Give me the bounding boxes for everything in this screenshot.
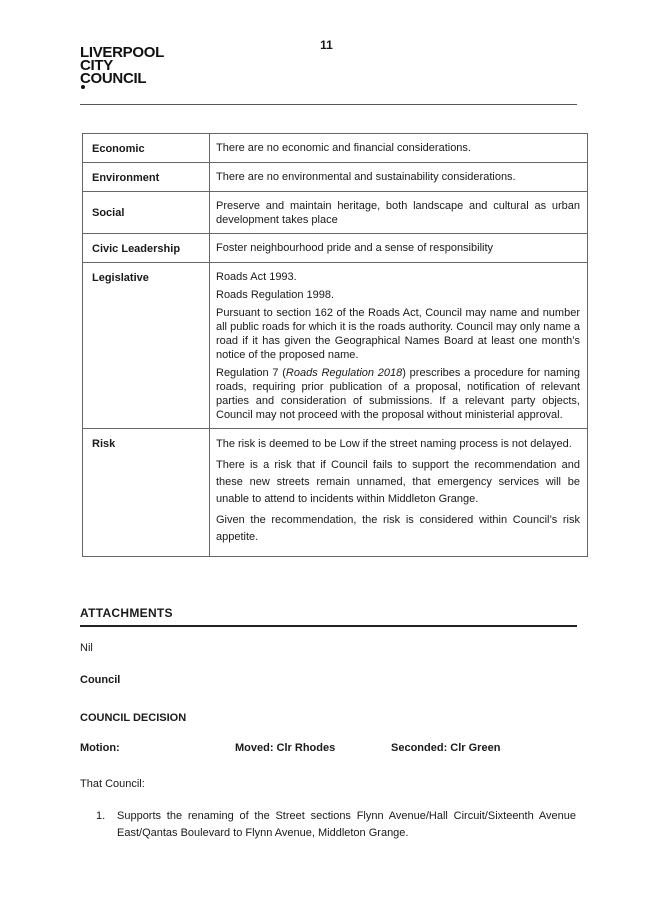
italic-run: Roads Regulation 2018 (285, 367, 403, 379)
motion-label: Motion: (80, 742, 120, 754)
table-row (83, 192, 588, 234)
table-row (83, 134, 588, 163)
row-label-environment: Environment (83, 163, 210, 192)
row-content-risk (210, 429, 588, 557)
row-label-social: Social (83, 192, 210, 234)
paragraph: Roads Act 1993. (216, 271, 297, 283)
paragraph: Pursuant to section 162 of the Roads Act, Council may name and number all public roads for which it is the roads authority. Council may only name a road if it has given the Geographical Names Board at least one month’s notice of the proposed name. (216, 307, 580, 361)
resolution-intro: That Council: (80, 778, 145, 790)
row-content-social (210, 192, 588, 234)
text-run: Regulation 7 ( (216, 367, 286, 379)
council-label: Council (80, 674, 121, 686)
row-content-civic-leadership (210, 234, 588, 263)
paragraph: There is a risk that if Council fails to support the recommendation and these new streets remain unnamed, that emergency services will be unable to attend to incidents within Middleton Grange. (216, 459, 580, 505)
logo-line-2: CITY (80, 57, 113, 74)
logo-line-1: LIVERPOOL (80, 44, 164, 61)
table-row (83, 263, 588, 429)
row-content-legislative (210, 263, 588, 429)
council-decision-heading: COUNCIL DECISION (80, 712, 187, 724)
paragraph: Foster neighbourhood pride and a sense of responsibility (216, 242, 494, 254)
attachments-heading: ATTACHMENTS (80, 606, 173, 620)
row-label-civic-leadership: Civic Leadership (83, 234, 210, 263)
council-logo (80, 46, 164, 89)
row-label-legislative: Legislative (83, 263, 210, 429)
table-row (83, 163, 588, 192)
list-item-number: 1. (96, 810, 106, 822)
header-divider (80, 104, 577, 105)
row-content-environment (210, 163, 588, 192)
paragraph: Given the recommendation, the risk is considered within Council’s risk appetite. (216, 514, 580, 543)
page-number: 11 (320, 38, 333, 52)
paragraph: Preserve and maintain heritage, both landscape and cultural as urban development takes place (216, 200, 580, 226)
table-row (83, 234, 588, 263)
resolution-list (96, 808, 576, 842)
row-label-economic: Economic (83, 134, 210, 163)
paragraph (216, 366, 580, 422)
paragraph: The risk is deemed to be Low if the street naming process is not delayed. (216, 438, 572, 450)
paragraph: There are no environmental and sustainability considerations. (216, 171, 516, 183)
moved-by: Moved: Clr Rhodes (235, 742, 336, 754)
attachments-divider (80, 625, 577, 627)
row-label-risk: Risk (83, 429, 210, 557)
logo-line-3: COUNCIL (80, 70, 147, 87)
row-content-economic (210, 134, 588, 163)
list-item (96, 808, 576, 842)
attachments-value: Nil (80, 642, 93, 654)
table-row (83, 429, 588, 557)
paragraph: There are no economic and financial considerations. (216, 142, 471, 154)
seconded-by: Seconded: Clr Green (391, 742, 501, 754)
considerations-table (82, 133, 588, 557)
paragraph: Roads Regulation 1998. (216, 289, 335, 301)
list-item-text: Supports the renaming of the Street sections Flynn Avenue/Hall Circuit/Sixteenth Avenue East/Qantas Boulevard to Flynn Avenue, Middleton Grange. (117, 810, 576, 839)
text-run: ) prescribes a procedure for naming roads, requiring prior publication of a proposal, notification of relevant parties and consideration of submissions. If a relevant party objects, Council may not proceed with the proposal without ministerial approval. (216, 367, 580, 421)
